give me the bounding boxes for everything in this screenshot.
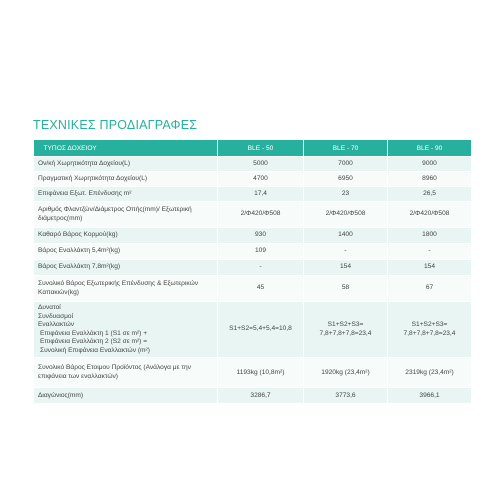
row-label: Συνολικό Βάρος Εξωτερικής Επένδυσης & Εξωτερικών Καπακιών(kg) [34, 276, 218, 302]
row-label-right: Επιφάνεια Εναλλάκτη 1 (S1 σε m²) + Επιφάνεια Εναλλάκτη 2 (S2 σε m²) = Συνολική Επιφάνεια Εναλλακτών (m²) [40, 329, 150, 354]
cell-value: 3773,6 [304, 388, 388, 404]
cell-value: 26,5 [388, 187, 472, 202]
header-ble-70: BLE - 70 [304, 140, 388, 157]
table-row [34, 244, 472, 260]
cell-value: 23 [304, 187, 388, 202]
table-row [34, 388, 472, 404]
cell-value: 7000 [304, 157, 388, 172]
cell-value: S1+S2+S3= 7,8+7,8+7,8=23,4 [388, 302, 472, 358]
table-row [34, 157, 472, 172]
cell-value: 930 [218, 228, 304, 244]
row-label: Καθαρό Βάρος Κορμού(kg) [34, 228, 218, 244]
cell-value: 67 [388, 276, 472, 302]
cell-value: 17,4 [218, 187, 304, 202]
cell-value: 5000 [218, 157, 304, 172]
row-label: Επιφάνεια Εξωτ. Επένδυσης m² [34, 187, 218, 202]
cell-value: 109 [218, 244, 304, 260]
cell-value: 2/Φ420/Φ508 [218, 202, 304, 228]
cell-value: 1193kg (10,8m²) [218, 358, 304, 388]
cell-value: 3966,1 [388, 388, 472, 404]
cell-value: 154 [304, 260, 388, 276]
table-row [34, 187, 472, 202]
cell-value: 2319kg (23,4m²) [388, 358, 472, 388]
row-label-combination [34, 302, 218, 358]
table-row [34, 302, 472, 358]
cell-value: 4700 [218, 172, 304, 187]
cell-value: 45 [218, 276, 304, 302]
cell-value: 154 [388, 260, 472, 276]
table-row [34, 260, 472, 276]
cell-value: 2/Φ420/Φ508 [304, 202, 388, 228]
cell-value: 2/Φ420/Φ508 [388, 202, 472, 228]
row-label: Βάρος Εναλλάκτη 5,4m²(kg) [34, 244, 218, 260]
row-label: Ον/κή Χωρητικότητα Δοχείου(L) [34, 157, 218, 172]
cell-value: 1920kg (23,4m²) [304, 358, 388, 388]
table-row [34, 202, 472, 228]
row-label-left: Δυνατοί Συνδυασμοί Εναλλακτών [38, 304, 75, 329]
table-row [34, 276, 472, 302]
header-type: ΤΥΠΟΣ ΔΟΧΕΙΟΥ [34, 140, 218, 157]
cell-value: 1400 [304, 228, 388, 244]
cell-value: 1800 [388, 228, 472, 244]
page-title: ΤΕΧΝΙΚΕΣ ΠΡΟΔΙΑΓΡΑΦΕΣ [33, 118, 198, 132]
header-ble-50: BLE - 50 [218, 140, 304, 157]
cell-value: 8960 [388, 172, 472, 187]
row-label: Διαγώνιος(mm) [34, 388, 218, 404]
header-ble-90: BLE - 90 [388, 140, 472, 157]
table-row [34, 228, 472, 244]
row-label: Βάρος Εναλλάκτη 7,8m²(kg) [34, 260, 218, 276]
cell-value: S1+S2+S3= 7,8+7,8+7,8=23,4 [304, 302, 388, 358]
spec-table [33, 140, 472, 404]
row-label: Συνολικό Βάρος Ετοιμου Προϊόντος (Ανάλογα με την επιφάνεια των εναλλακτών) [34, 358, 218, 388]
cell-value: 58 [304, 276, 388, 302]
cell-value: 3286,7 [218, 388, 304, 404]
table-header-row [34, 140, 472, 157]
cell-value: - [304, 244, 388, 260]
table-row [34, 172, 472, 187]
row-label: Πραγματική Χωρητικότητα Δοχείου(L) [34, 172, 218, 187]
row-label: Αριθμός Φλαντζών/Διάμετρος Οπής(mm)/ Εξωτερική διάμετρος(mm) [34, 202, 218, 228]
table-row [34, 358, 472, 388]
cell-value: S1+S2=5,4+5,4=10,8 [218, 302, 304, 358]
cell-value: - [388, 244, 472, 260]
cell-value: 6950 [304, 172, 388, 187]
cell-value: - [218, 260, 304, 276]
cell-value: 9000 [388, 157, 472, 172]
